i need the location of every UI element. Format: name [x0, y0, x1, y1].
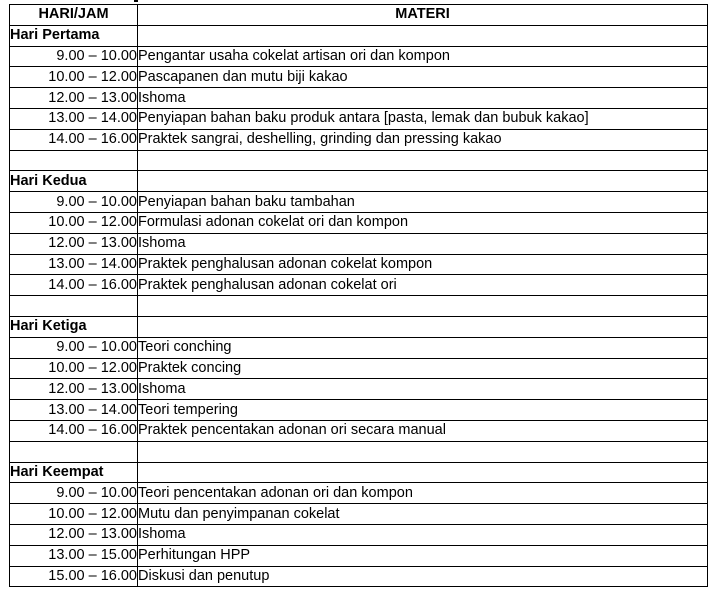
session-time: 14.00 – 16.00 [10, 420, 138, 441]
session-material: Mutu dan penyimpanan cokelat [138, 504, 708, 525]
session-time: 15.00 – 16.00 [10, 566, 138, 587]
session-row [10, 88, 708, 109]
day-label: Hari Kedua [10, 171, 138, 192]
session-row [10, 233, 708, 254]
session-row [10, 566, 708, 587]
session-row [10, 46, 708, 67]
day-label: Hari Keempat [10, 462, 138, 483]
session-time: 14.00 – 16.00 [10, 129, 138, 150]
schedule-document [9, 4, 708, 587]
session-time: 9.00 – 10.00 [10, 483, 138, 504]
day-empty-cell [138, 316, 708, 337]
scan-mark [134, 0, 138, 2]
header-time: HARI/JAM [10, 5, 138, 26]
session-row [10, 420, 708, 441]
session-row [10, 358, 708, 379]
day-row [10, 316, 708, 337]
session-row [10, 67, 708, 88]
session-material: Pascapanen dan mutu biji kakao [138, 67, 708, 88]
session-time: 9.00 – 10.00 [10, 46, 138, 67]
day-empty-cell [138, 462, 708, 483]
session-time: 14.00 – 16.00 [10, 275, 138, 296]
session-time: 10.00 – 12.00 [10, 358, 138, 379]
session-material: Teori conching [138, 337, 708, 358]
session-time: 13.00 – 15.00 [10, 545, 138, 566]
session-time: 13.00 – 14.00 [10, 400, 138, 421]
spacer-cell [10, 441, 138, 462]
session-row [10, 379, 708, 400]
session-time: 9.00 – 10.00 [10, 337, 138, 358]
session-row [10, 212, 708, 233]
session-time: 12.00 – 13.00 [10, 88, 138, 109]
day-label: Hari Ketiga [10, 316, 138, 337]
session-time: 10.00 – 12.00 [10, 504, 138, 525]
session-material: Ishoma [138, 524, 708, 545]
day-row [10, 462, 708, 483]
header-material: MATERI [138, 5, 708, 26]
session-time: 12.00 – 13.00 [10, 233, 138, 254]
session-row [10, 337, 708, 358]
session-material: Teori pencentakan adonan ori dan kompon [138, 483, 708, 504]
session-row [10, 129, 708, 150]
spacer-row [10, 296, 708, 317]
session-time: 9.00 – 10.00 [10, 192, 138, 213]
session-time: 13.00 – 14.00 [10, 108, 138, 129]
session-material: Praktek penghalusan adonan cokelat ori [138, 275, 708, 296]
session-time: 10.00 – 12.00 [10, 212, 138, 233]
spacer-row [10, 441, 708, 462]
session-time: 12.00 – 13.00 [10, 379, 138, 400]
session-material: Ishoma [138, 88, 708, 109]
session-material: Penyiapan bahan baku produk antara [pasta, lemak dan bubuk kakao] [138, 108, 708, 129]
session-material: Penyiapan bahan baku tambahan [138, 192, 708, 213]
session-row [10, 275, 708, 296]
spacer-cell [10, 296, 138, 317]
session-row [10, 545, 708, 566]
session-material: Perhitungan HPP [138, 545, 708, 566]
day-empty-cell [138, 171, 708, 192]
session-material: Teori tempering [138, 400, 708, 421]
session-row [10, 192, 708, 213]
spacer-cell [138, 150, 708, 171]
session-material: Diskusi dan penutup [138, 566, 708, 587]
session-material: Praktek pencentakan adonan ori secara manual [138, 420, 708, 441]
session-material: Praktek penghalusan adonan cokelat kompon [138, 254, 708, 275]
session-material: Ishoma [138, 233, 708, 254]
session-row [10, 483, 708, 504]
session-time: 10.00 – 12.00 [10, 67, 138, 88]
session-row [10, 504, 708, 525]
day-row [10, 25, 708, 46]
session-material: Pengantar usaha cokelat artisan ori dan kompon [138, 46, 708, 67]
session-material: Praktek concing [138, 358, 708, 379]
schedule-body [10, 25, 708, 587]
schedule-table [9, 4, 708, 587]
session-material: Formulasi adonan cokelat ori dan kompon [138, 212, 708, 233]
spacer-row [10, 150, 708, 171]
day-row [10, 171, 708, 192]
session-row [10, 400, 708, 421]
day-empty-cell [138, 25, 708, 46]
spacer-cell [10, 150, 138, 171]
session-row [10, 254, 708, 275]
session-material: Praktek sangrai, deshelling, grinding dan pressing kakao [138, 129, 708, 150]
spacer-cell [138, 441, 708, 462]
session-material: Ishoma [138, 379, 708, 400]
session-row [10, 108, 708, 129]
session-time: 13.00 – 14.00 [10, 254, 138, 275]
session-time: 12.00 – 13.00 [10, 524, 138, 545]
day-label: Hari Pertama [10, 25, 138, 46]
spacer-cell [138, 296, 708, 317]
header-row [10, 5, 708, 26]
session-row [10, 524, 708, 545]
